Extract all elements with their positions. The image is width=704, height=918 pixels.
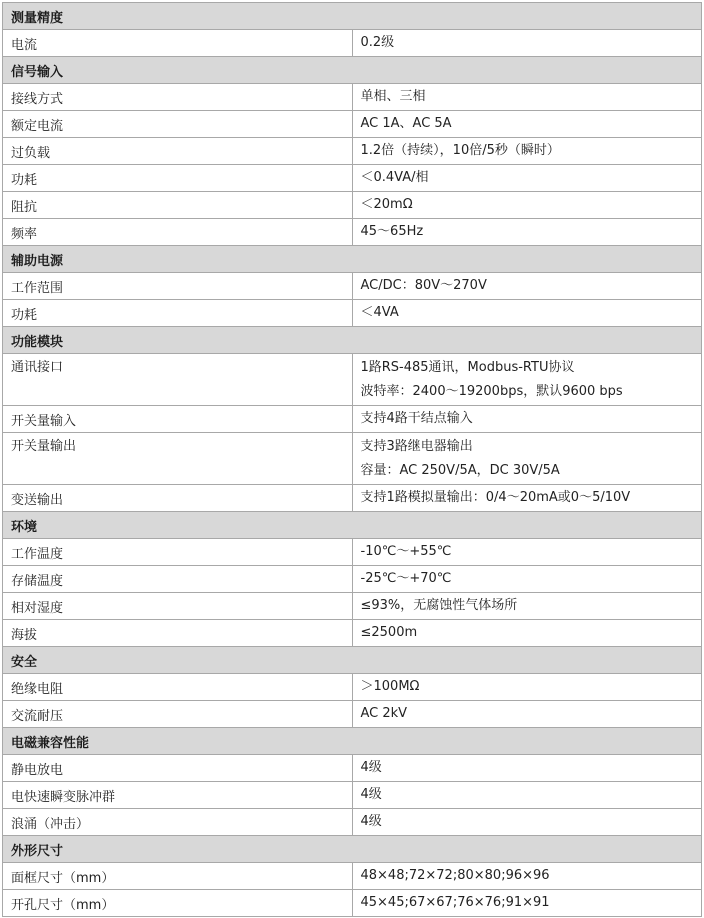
spec-row (3, 863, 702, 890)
spec-row (3, 84, 702, 111)
spec-value (352, 433, 702, 485)
spec-row (3, 674, 702, 701)
spec-value (352, 539, 702, 566)
spec-label: 绝缘电阻 (3, 674, 353, 701)
spec-value (352, 30, 702, 57)
spec-value-line: 0.2级 (360, 35, 395, 50)
spec-value (352, 566, 702, 593)
spec-value (352, 138, 702, 165)
spec-value-line: -10℃～+55℃ (360, 544, 452, 559)
spec-label: 开孔尺寸（mm） (3, 890, 353, 917)
spec-table (2, 2, 702, 917)
spec-value (352, 593, 702, 620)
spec-row (3, 111, 702, 138)
spec-label: 浪涌（冲击） (3, 809, 353, 836)
spec-value-line: AC/DC：80V～270V (360, 278, 487, 293)
section-header-row (3, 512, 702, 539)
spec-value (352, 701, 702, 728)
spec-label: 额定电流 (3, 111, 353, 138)
spec-row (3, 620, 702, 647)
spec-value-line: 1路RS-485通讯，Modbus-RTU协议 (360, 359, 575, 375)
section-header-row (3, 728, 702, 755)
section-header-row (3, 246, 702, 273)
spec-label: 阻抗 (3, 192, 353, 219)
spec-label: 电快速瞬变脉冲群 (3, 782, 353, 809)
spec-row (3, 433, 702, 485)
section-title: 安全 (3, 647, 702, 674)
spec-label: 通讯接口 (3, 354, 353, 406)
spec-row (3, 593, 702, 620)
spec-row (3, 406, 702, 433)
spec-value-line: -25℃～+70℃ (360, 571, 452, 586)
spec-row (3, 701, 702, 728)
spec-row (3, 890, 702, 917)
spec-label: 交流耐压 (3, 701, 353, 728)
spec-value-line: 1.2倍（持续），10倍/5秒（瞬时） (360, 143, 560, 158)
spec-value-line: ≤93%，无腐蚀性气体场所 (360, 598, 518, 613)
spec-value-line: 波特率：2400～19200bps，默认9600 bps (360, 383, 623, 399)
spec-value (352, 219, 702, 246)
section-header-row (3, 327, 702, 354)
spec-label: 变送输出 (3, 485, 353, 512)
spec-value (352, 300, 702, 327)
section-header-row (3, 3, 702, 30)
spec-label: 电流 (3, 30, 353, 57)
spec-value (352, 809, 702, 836)
spec-value-line: ≤2500m (360, 625, 418, 640)
spec-label: 面框尺寸（mm） (3, 863, 353, 890)
spec-value (352, 273, 702, 300)
spec-label: 工作范围 (3, 273, 353, 300)
spec-value (352, 165, 702, 192)
spec-label: 频率 (3, 219, 353, 246)
spec-value (352, 863, 702, 890)
spec-row (3, 354, 702, 406)
spec-row (3, 273, 702, 300)
section-title: 电磁兼容性能 (3, 728, 702, 755)
section-title: 辅助电源 (3, 246, 702, 273)
spec-value (352, 406, 702, 433)
spec-row (3, 539, 702, 566)
section-title: 外形尺寸 (3, 836, 702, 863)
spec-value-line: 4级 (360, 760, 382, 775)
spec-table-body (3, 3, 702, 917)
spec-value (352, 890, 702, 917)
spec-row (3, 485, 702, 512)
spec-label: 过负载 (3, 138, 353, 165)
spec-label: 接线方式 (3, 84, 353, 111)
spec-value (352, 620, 702, 647)
spec-label: 海拔 (3, 620, 353, 647)
spec-value (352, 84, 702, 111)
section-header-row (3, 57, 702, 84)
spec-value-line: 容量：AC 250V/5A，DC 30V/5A (360, 462, 560, 478)
section-title: 测量精度 (3, 3, 702, 30)
spec-value (352, 485, 702, 512)
spec-value-line: AC 1A、AC 5A (360, 116, 452, 131)
spec-value-line: AC 2kV (360, 706, 408, 721)
spec-label: 存储温度 (3, 566, 353, 593)
spec-value-line: 支持1路模拟量输出：0/4～20mA或0～5/10V (360, 490, 631, 505)
spec-value (352, 674, 702, 701)
spec-label: 功耗 (3, 300, 353, 327)
spec-row (3, 755, 702, 782)
spec-value (352, 192, 702, 219)
spec-label: 工作温度 (3, 539, 353, 566)
section-title: 环境 (3, 512, 702, 539)
spec-value-line: 45×45;67×67;76×76;91×91 (360, 895, 550, 910)
section-header-row (3, 647, 702, 674)
spec-value-line: 支持4路干结点输入 (360, 411, 473, 426)
spec-label: 功耗 (3, 165, 353, 192)
spec-row (3, 192, 702, 219)
spec-label: 开关量输入 (3, 406, 353, 433)
spec-value-line: ＜20mΩ (360, 197, 413, 212)
spec-value-line: 48×48;72×72;80×80;96×96 (360, 868, 550, 883)
spec-value-line: 4级 (360, 814, 382, 829)
spec-label: 开关量输出 (3, 433, 353, 485)
spec-value (352, 354, 702, 406)
spec-value (352, 755, 702, 782)
spec-value-line: ＜0.4VA/相 (360, 170, 429, 185)
spec-row (3, 165, 702, 192)
spec-row (3, 219, 702, 246)
spec-value (352, 111, 702, 138)
spec-label: 相对湿度 (3, 593, 353, 620)
spec-row (3, 300, 702, 327)
spec-value-line: 45～65Hz (360, 224, 424, 239)
spec-row (3, 138, 702, 165)
section-title: 功能模块 (3, 327, 702, 354)
section-header-row (3, 836, 702, 863)
spec-row (3, 782, 702, 809)
spec-value-line: 支持3路继电器输出 (360, 438, 473, 454)
spec-row (3, 809, 702, 836)
spec-row (3, 30, 702, 57)
spec-value-line: ＞100MΩ (360, 679, 420, 694)
spec-value-line: 单相、三相 (360, 89, 426, 104)
spec-value (352, 782, 702, 809)
spec-label: 静电放电 (3, 755, 353, 782)
spec-value-line: ＜4VA (360, 305, 399, 320)
section-title: 信号输入 (3, 57, 702, 84)
spec-row (3, 566, 702, 593)
spec-value-line: 4级 (360, 787, 382, 802)
